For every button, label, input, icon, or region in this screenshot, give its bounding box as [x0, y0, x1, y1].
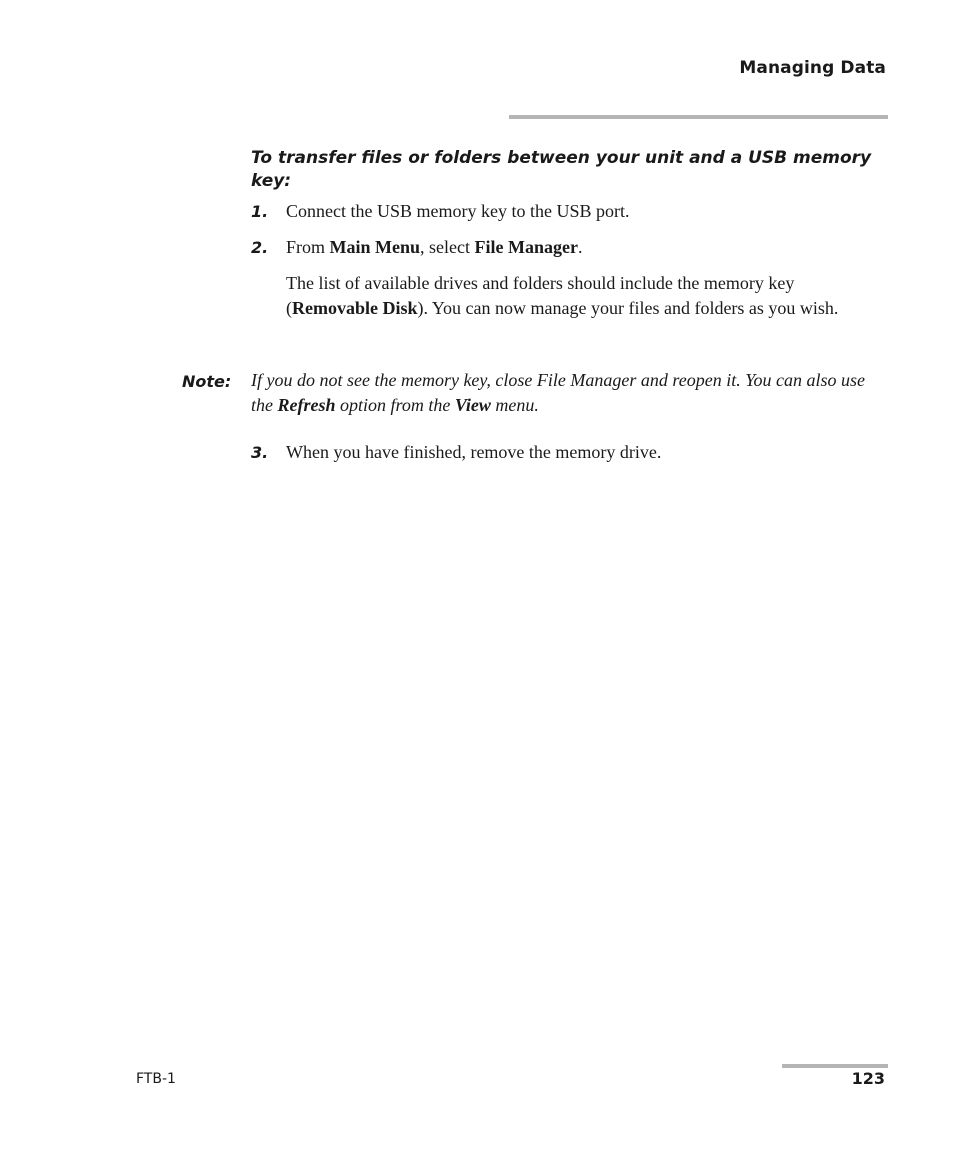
- running-header-title: Managing Data: [739, 58, 886, 78]
- step-text: When you have finished, remove the memory drive.: [286, 442, 662, 462]
- view-menu: View: [454, 395, 491, 415]
- page-number: 123: [851, 1069, 885, 1088]
- note-label: Note:: [182, 372, 232, 391]
- menu-name-main-menu: Main Menu: [329, 237, 421, 257]
- step-number: 3.: [251, 443, 269, 462]
- step-text-suffix: .: [577, 237, 583, 257]
- footer-rule: [782, 1064, 888, 1068]
- step-text-prefix: From: [286, 237, 330, 257]
- detail-text-1: The list of available drives and folders should include the memory key (: [286, 273, 795, 318]
- removable-disk-label: Removable Disk: [292, 298, 418, 318]
- step-number: 1.: [251, 202, 269, 221]
- step-number: 2.: [251, 238, 269, 257]
- header-rule: [509, 115, 888, 119]
- detail-text-2: ). You can now manage your files and folders as you wish.: [417, 298, 839, 318]
- step-text: Connect the USB memory key to the USB port.: [286, 201, 630, 221]
- note-text-2: option from the: [335, 395, 455, 415]
- step-1: [251, 199, 629, 224]
- step-text-middle: , select: [420, 237, 475, 257]
- step-2: [251, 235, 582, 260]
- note-text: [251, 368, 881, 418]
- step-2-detail: [286, 271, 886, 321]
- procedure-title: To transfer files or folders between your unit and a USB memory key:: [251, 148, 872, 191]
- step-3: [251, 440, 661, 465]
- note-text-1: If you do not see the memory key, close File Manager and reopen it. You can also use the: [251, 370, 866, 415]
- note-text-3: menu.: [490, 395, 539, 415]
- menu-item-file-manager: File Manager: [474, 237, 578, 257]
- refresh-option: Refresh: [277, 395, 336, 415]
- footer-doc-name: FTB-1: [136, 1071, 176, 1087]
